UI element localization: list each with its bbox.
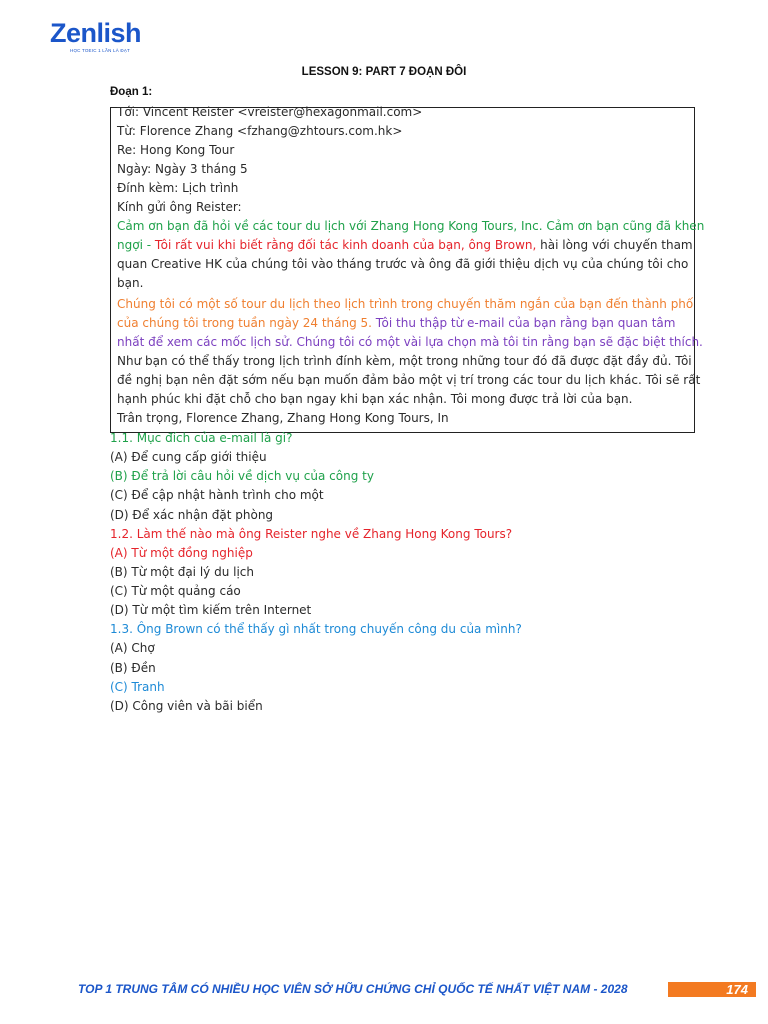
question-1-3-option-d: (D) Công viên và bãi biển: [110, 699, 263, 713]
email-attachment: Đính kèm: Lịch trình: [117, 181, 239, 195]
email-paragraph-3-line-1: Như bạn có thể thấy trong lịch trình đính kèm, một trong những tour đó đã được đặt đầy đủ. Tôi: [117, 354, 692, 368]
question-1-3-option-c: (C) Tranh: [110, 680, 165, 694]
question-1-1: 1.1. Mục đích của e-mail là gì?: [110, 431, 293, 445]
question-1-3: 1.3. Ông Brown có thể thấy gì nhất trong chuyến công du của mình?: [110, 622, 522, 636]
logo-tagline: HỌC TOEIC 1 LẦN LÀ ĐẠT: [70, 48, 130, 53]
question-1-1-option-b: (B) Để trả lời câu hỏi về dịch vụ của công ty: [110, 469, 374, 483]
question-1-1-option-c: (C) Để cập nhật hành trình cho một: [110, 488, 324, 502]
question-1-2-option-c: (C) Từ một quảng cáo: [110, 584, 241, 598]
email-paragraph-3-line-2: đề nghị bạn nên đặt sớm nếu bạn muốn đảm bảo một vị trí trong các tour du lịch khác. Tôi sẽ rất: [117, 373, 701, 387]
email-greeting: Kính gửi ông Reister:: [117, 200, 242, 214]
email-text-red: Tôi rất vui khi biết rằng đối tác kinh doanh của bạn, ông Brown,: [154, 238, 537, 252]
question-1-3-option-a: (A) Chợ: [110, 641, 155, 655]
email-date: Ngày: Ngày 3 tháng 5: [117, 162, 248, 176]
email-text-green: ngợi -: [117, 238, 155, 252]
email-subject: Re: Hong Kong Tour: [117, 143, 235, 157]
question-1-2-option-a: (A) Từ một đồng nghiệp: [110, 546, 253, 560]
email-closing: Trân trọng, Florence Zhang, Zhang Hong Kong Tours, In: [117, 411, 449, 425]
email-paragraph-2-line-2: [117, 314, 675, 333]
email-paragraph-2-line-1: Chúng tôi có một số tour du lịch theo lịch trình trong chuyến thăm ngắn của bạn đến thành phố: [117, 297, 694, 311]
email-paragraph-1-line-1: Cảm ơn bạn đã hỏi về các tour du lịch với Zhang Hong Kong Tours, Inc. Cảm ơn bạn cũng đã khen: [117, 219, 705, 233]
logo-wordmark: Zenlish: [50, 18, 142, 48]
email-paragraph-3-line-3: hạnh phúc khi đặt chỗ cho bạn ngay khi bạn xác nhận. Tôi mong được trả lời của bạn.: [117, 392, 633, 406]
email-to: Tới: Vincent Reister <vreister@hexagonmail.com>: [117, 105, 423, 119]
question-1-2-option-b: (B) Từ một đại lý du lịch: [110, 565, 254, 579]
question-1-2-option-d: (D) Từ một tìm kiếm trên Internet: [110, 603, 312, 617]
email-paragraph-1-line-4: bạn.: [117, 276, 144, 290]
question-1-3-option-b: (B) Đền: [110, 661, 156, 675]
email-from: Từ: Florence Zhang <fzhang@zhtours.com.hk>: [117, 124, 403, 138]
email-text-purple: Tôi thu thập từ e-mail của bạn rằng bạn quan tâm: [375, 316, 676, 330]
footer-slogan: TOP 1 TRUNG TÂM CÓ NHIỀU HỌC VIÊN SỞ HỮU CHỨNG CHỈ QUỐC TẾ NHẤT VIỆT NAM - 2028: [78, 982, 628, 996]
question-1-1-option-d: (D) Để xác nhận đặt phòng: [110, 508, 274, 522]
question-1-2: 1.2. Làm thế nào mà ông Reister nghe về Zhang Hong Kong Tours?: [110, 527, 513, 541]
section-heading: Đoạn 1:: [110, 86, 153, 98]
email-paragraph-1-line-3: quan Creative HK của chúng tôi vào tháng trước và ông đã giới thiệu dịch vụ của chúng tôi cho: [117, 257, 689, 271]
page-number-badge: 174: [668, 982, 756, 997]
email-text-dark: hài lòng với chuyến tham: [536, 238, 693, 252]
question-1-1-option-a: (A) Để cung cấp giới thiệu: [110, 450, 267, 464]
email-paragraph-1-line-2: [117, 236, 693, 255]
zenlish-logo: [50, 18, 160, 54]
email-paragraph-2-line-3: nhất để xem các mốc lịch sử. Chúng tôi có một vài lựa chọn mà tôi tin rằng bạn sẽ đặc biệt thích.: [117, 335, 703, 349]
email-text-orange: của chúng tôi trong tuần ngày 24 tháng 5.: [117, 316, 376, 330]
lesson-title: LESSON 9: PART 7 ĐOẠN ĐÔI: [301, 66, 467, 78]
